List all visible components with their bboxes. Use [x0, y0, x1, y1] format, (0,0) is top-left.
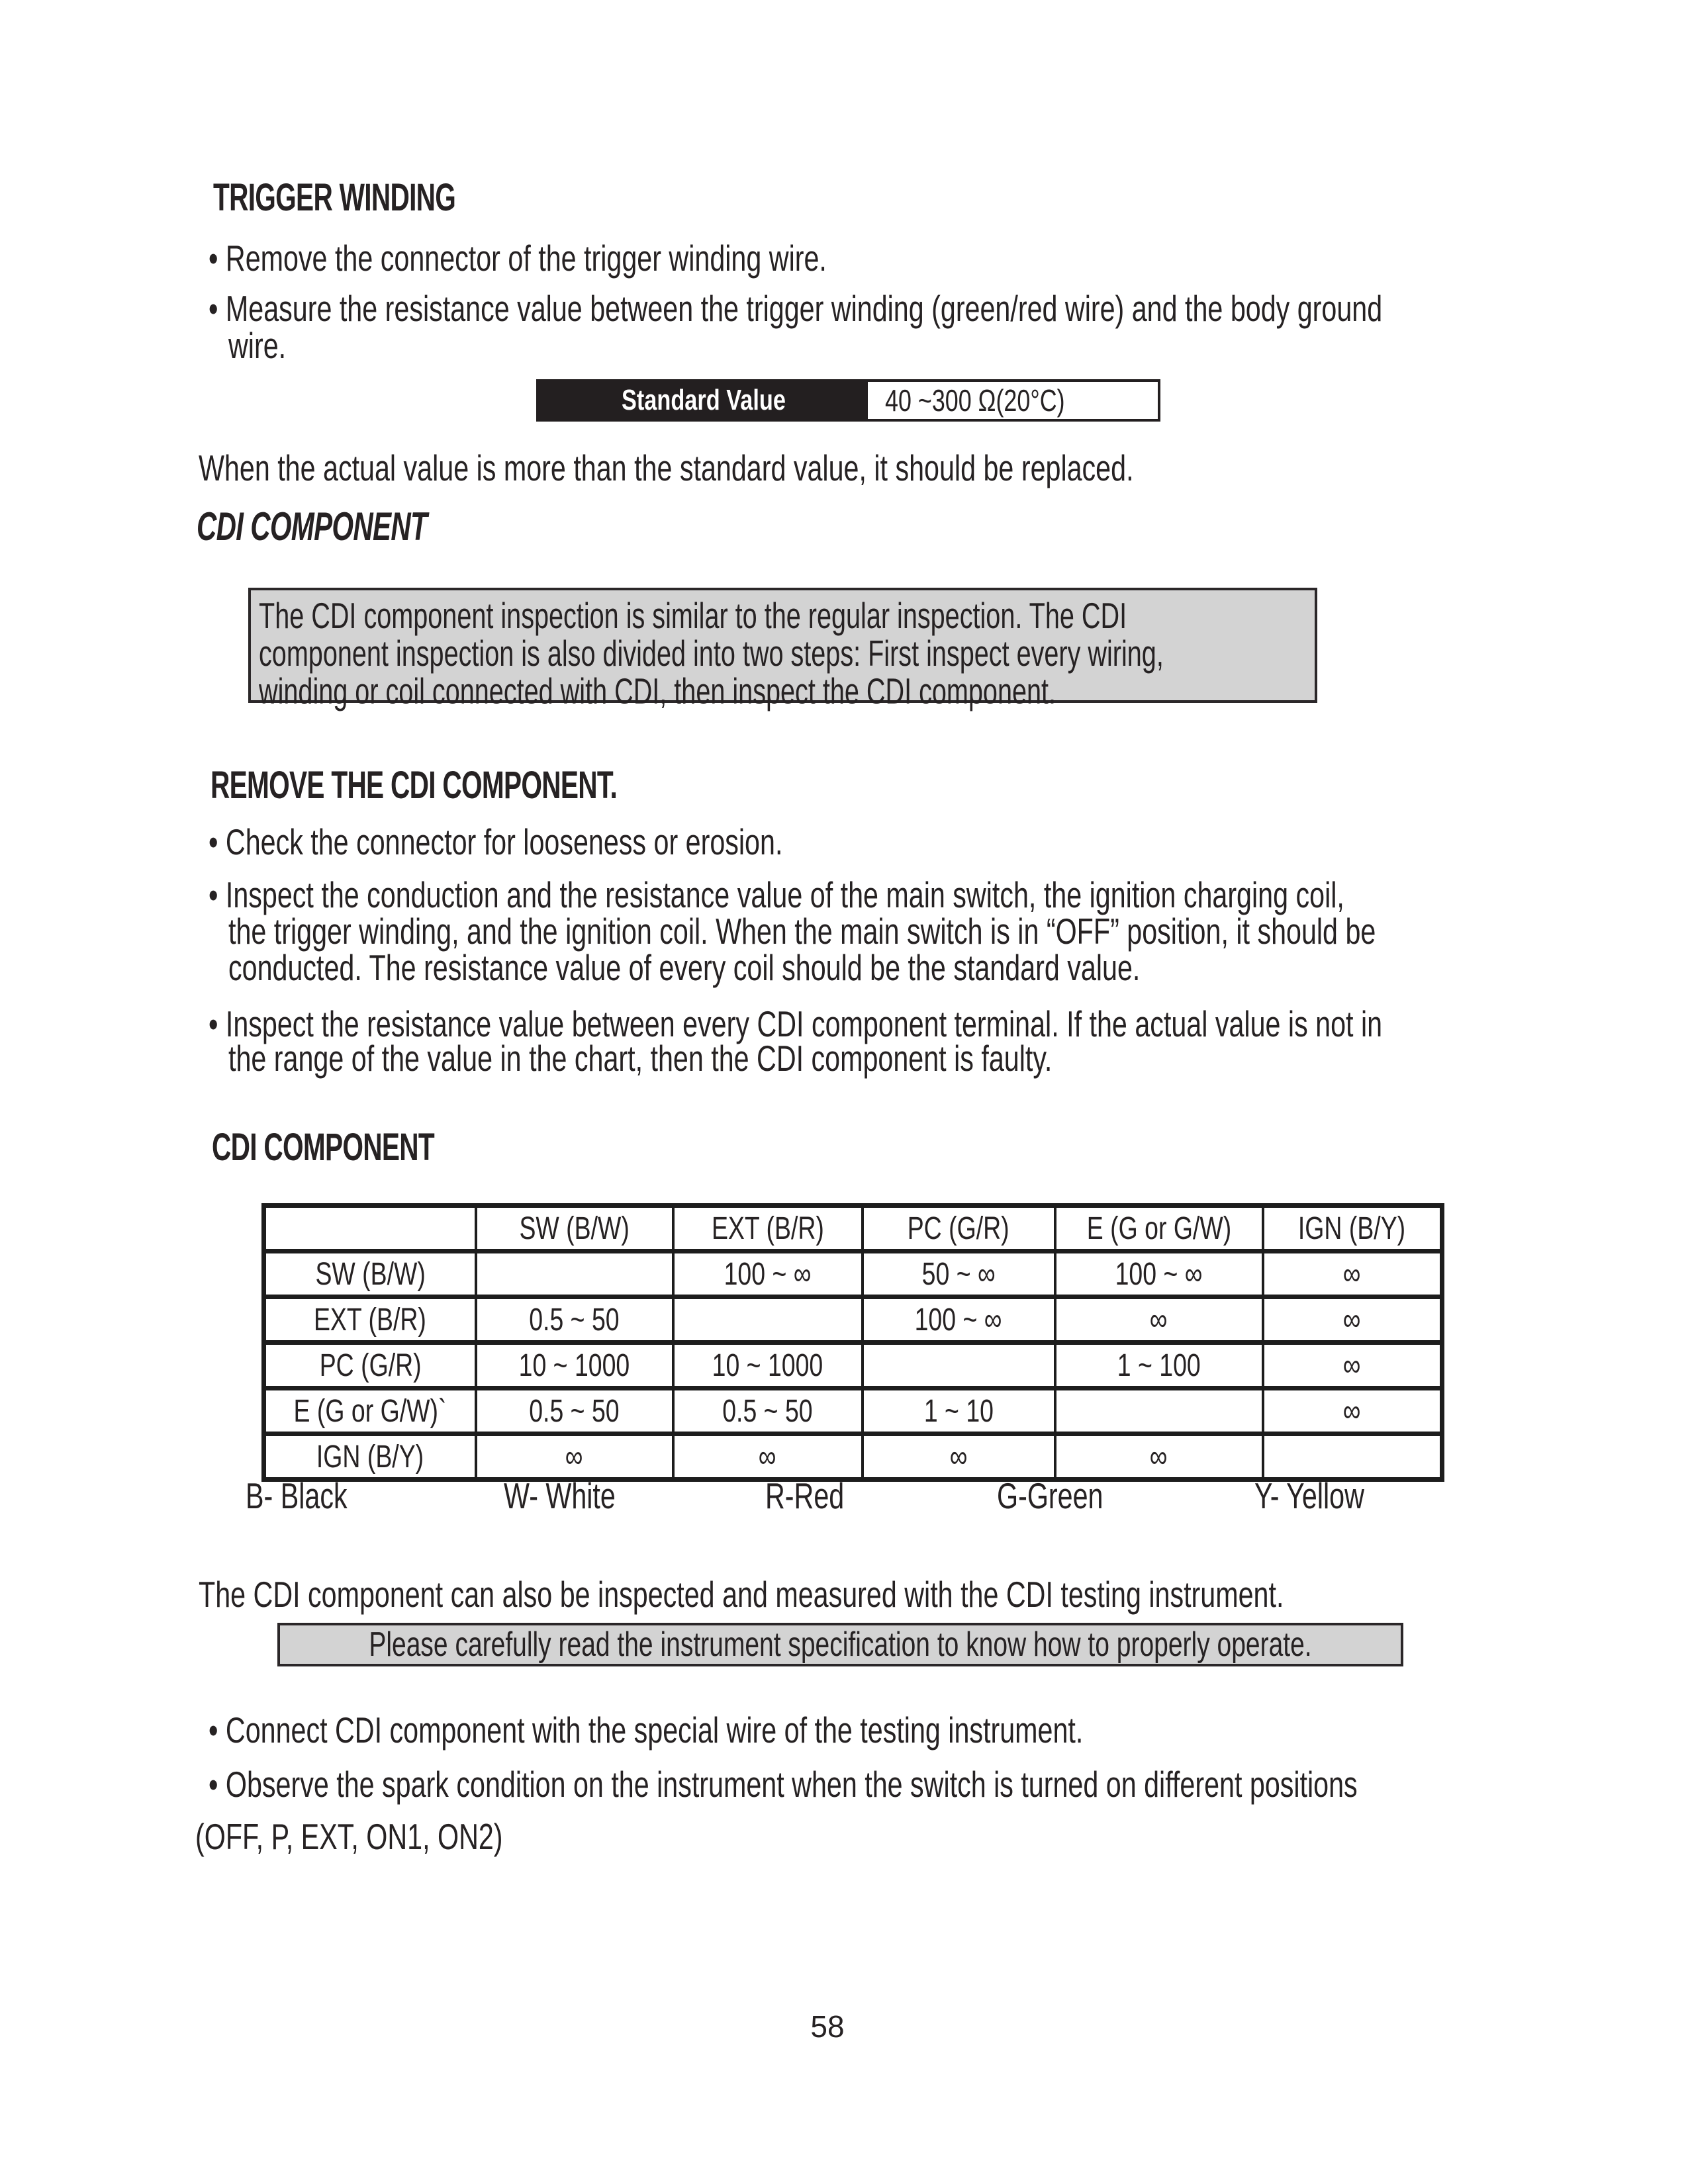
table-cell: ∞: [673, 1434, 863, 1480]
table-cell: 0.5 ~ 50: [476, 1388, 673, 1434]
bullet-connect-cdi: • Connect CDI component with the special wire of the testing instrument.: [209, 1709, 1084, 1751]
header-cell: E (G or G/W): [1055, 1206, 1263, 1251]
info-box-line: component inspection is also divided into two steps: First inspect every wiring,: [259, 633, 1164, 674]
legend-green: G-Green: [997, 1475, 1103, 1516]
table-cell: 100 ~ ∞: [863, 1297, 1055, 1343]
standard-value-reading: 40 ~300 Ω(20°C): [885, 383, 1065, 418]
table-cell: 1 ~ 10: [863, 1388, 1055, 1434]
standard-value-box: [536, 379, 1160, 422]
header-cell: [264, 1206, 476, 1251]
table-cell: ∞: [1055, 1297, 1263, 1343]
bullet-inspect-terminals-line2: the range of the value in the chart, then the CDI component is faulty.: [228, 1038, 1053, 1079]
table-row: [264, 1388, 1442, 1434]
table-cell: 50 ~ ∞: [863, 1251, 1055, 1297]
bullet-inspect-terminals-line1: • Inspect the resistance value between every CDI component terminal. If the actual value is not in: [209, 1003, 1383, 1044]
table-cell: 0.5 ~ 50: [476, 1297, 673, 1343]
table-cell: [1055, 1388, 1263, 1434]
testing-instrument-note: The CDI component can also be inspected and measured with the CDI testing instrument.: [199, 1574, 1284, 1615]
bullet-check-connector: • Check the connector for looseness or erosion.: [209, 821, 783, 862]
legend-red: R-Red: [765, 1475, 845, 1516]
table-cell: 10 ~ 1000: [476, 1343, 673, 1388]
header-cell: PC (G/R): [863, 1206, 1055, 1251]
bullet-remove-connector: • Remove the connector of the trigger winding wire.: [209, 238, 827, 279]
replacement-note: When the actual value is more than the standard value, it should be replaced.: [199, 447, 1134, 488]
bullet-measure-resistance-line2: wire.: [228, 325, 287, 366]
row-label: E (G or G/W)`: [264, 1388, 476, 1434]
bullet-inspect-conduction-line1: • Inspect the conduction and the resistance value of the main switch, the ignition charging coil,: [209, 874, 1344, 915]
remove-cdi-heading: REMOVE THE CDI COMPONENT.: [211, 764, 618, 807]
bullet-inspect-conduction-line2: the trigger winding, and the ignition coil. When the main switch is in “OFF” position, it should be: [228, 911, 1376, 952]
table-cell: 0.5 ~ 50: [673, 1388, 863, 1434]
table-cell: ∞: [863, 1434, 1055, 1480]
legend-white: W- White: [504, 1475, 616, 1516]
row-label: IGN (B/Y): [264, 1434, 476, 1480]
cdi-component-heading: CDI COMPONENT: [197, 504, 427, 549]
table-cell: [476, 1251, 673, 1297]
row-label: PC (G/R): [264, 1343, 476, 1388]
header-cell: SW (B/W): [476, 1206, 673, 1251]
info-box-line: The CDI component inspection is similar to the regular inspection. The CDI: [259, 595, 1127, 636]
table-header-row: [264, 1206, 1442, 1251]
bullet-observe-spark: • Observe the spark condition on the instrument when the switch is turned on different positions: [209, 1764, 1358, 1805]
info-box-line: winding or coil connected with CDI, then inspect the CDI component.: [259, 670, 1056, 711]
table-cell: 1 ~ 100: [1055, 1343, 1263, 1388]
table-cell: 100 ~ ∞: [673, 1251, 863, 1297]
table-cell: ∞: [476, 1434, 673, 1480]
table-cell: 100 ~ ∞: [1055, 1251, 1263, 1297]
table-row: [264, 1434, 1442, 1480]
switch-positions-line: (OFF, P, EXT, ON1, ON2): [195, 1816, 503, 1857]
header-cell: IGN (B/Y): [1263, 1206, 1442, 1251]
cdi-resistance-table: [261, 1203, 1444, 1482]
table-cell: [1263, 1434, 1442, 1480]
table-row: [264, 1297, 1442, 1343]
row-label: EXT (B/R): [264, 1297, 476, 1343]
legend-black: B- Black: [246, 1475, 348, 1516]
table-cell: ∞: [1263, 1388, 1442, 1434]
table-cell: [863, 1343, 1055, 1388]
table-cell: ∞: [1263, 1251, 1442, 1297]
table-cell: 10 ~ 1000: [673, 1343, 863, 1388]
cdi-inspection-info-box: [248, 588, 1317, 711]
instrument-spec-info-box: Please carefully read the instrument specification to know how to properly operate.: [277, 1623, 1403, 1666]
standard-value-label: Standard Value: [539, 382, 868, 419]
trigger-winding-heading: TRIGGER WINDING: [213, 176, 456, 219]
header-cell: EXT (B/R): [673, 1206, 863, 1251]
row-label: SW (B/W): [264, 1251, 476, 1297]
table-cell: ∞: [1263, 1343, 1442, 1388]
table-cell: [673, 1297, 863, 1343]
cdi-table-heading: CDI COMPONENT: [212, 1126, 434, 1169]
bullet-inspect-conduction-line3: conducted. The resistance value of every coil should be the standard value.: [228, 947, 1141, 988]
table-row: [264, 1343, 1442, 1388]
bullet-measure-resistance-line1: • Measure the resistance value between the trigger winding (green/red wire) and the body ground: [209, 288, 1383, 329]
table-cell: ∞: [1055, 1434, 1263, 1480]
table-row: [264, 1251, 1442, 1297]
table-cell: ∞: [1263, 1297, 1442, 1343]
legend-yellow: Y- Yellow: [1254, 1475, 1364, 1516]
page-number: 58: [810, 2009, 845, 2044]
